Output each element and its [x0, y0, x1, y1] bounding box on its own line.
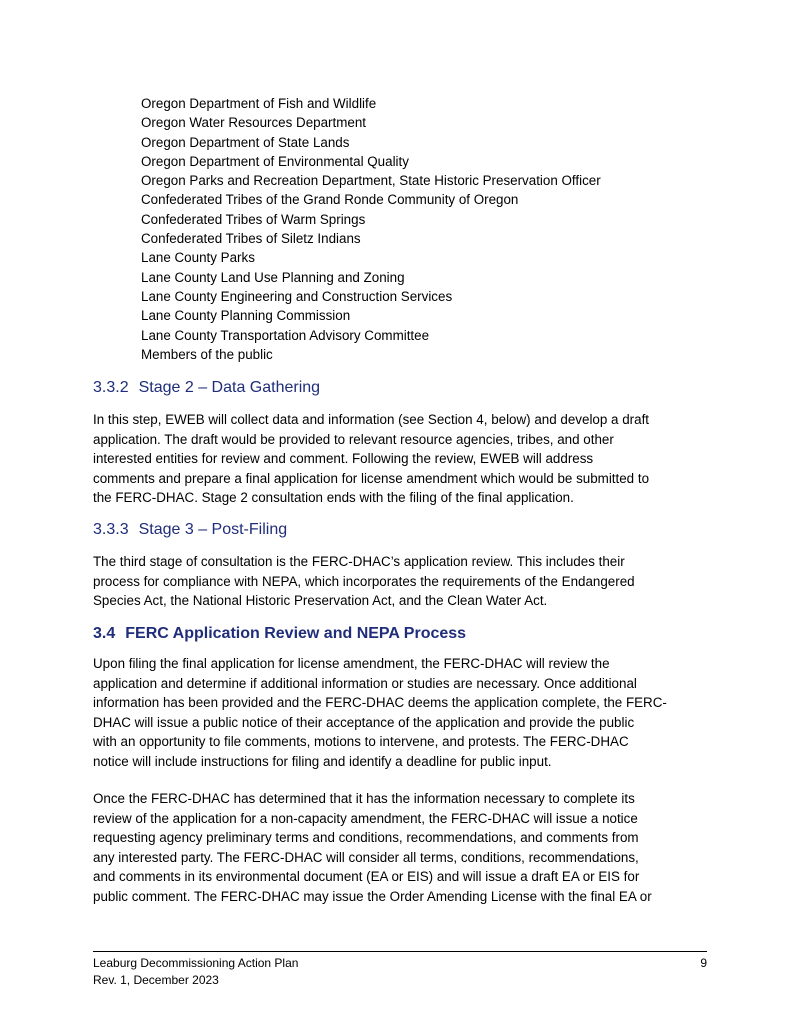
section-number: 3.4 [93, 625, 116, 642]
list-item: Confederated Tribes of Warm Springs [141, 211, 366, 227]
section-3-4-paragraph-2 [93, 789, 713, 906]
paragraph-line: interested entities for review and comment. Following the review, EWEB will address [93, 451, 594, 466]
paragraph-line: information has been provided and the FERC-DHAC deems the application complete, the FERC- [93, 695, 667, 710]
paragraph-line: and comments in its environmental document (EA or EIS) and will issue a draft EA or EIS for [93, 869, 640, 884]
list-item: Oregon Department of Environmental Quality [141, 153, 409, 169]
section-title: Stage 3 – Post-Filing [138, 521, 288, 538]
paragraph-line: public comment. The FERC-DHAC may issue the Order Amending License with the final EA or [93, 888, 652, 904]
paragraph-line: application. The draft would be provided to relevant resource agencies, tribes, and other [93, 431, 614, 447]
section-title: Stage 2 – Data Gathering [138, 379, 321, 396]
paragraph-line: review of the application for a non-capacity amendment, the FERC-DHAC will issue a notice [93, 810, 638, 826]
list-item: Members of the public [141, 346, 273, 362]
list-item: Confederated Tribes of Siletz Indians [141, 231, 361, 247]
footer-divider [93, 951, 707, 952]
section-number: 3.3.2 [93, 379, 129, 396]
paragraph-line: Once the FERC-DHAC has determined that it has the information necessary to complete its [93, 791, 635, 806]
section-number: 3.3.3 [93, 521, 129, 538]
section-heading-3-4 [93, 625, 466, 643]
list-item: Lane County Parks [141, 250, 255, 266]
paragraph-line: process for compliance with NEPA, which incorporates the requirements of the Endangered [93, 573, 635, 589]
section-title: FERC Application Review and NEPA Process [125, 625, 467, 642]
paragraph-line: Species Act, the National Historic Preservation Act, and the Clean Water Act. [93, 593, 548, 608]
section-heading-3-3-3 [93, 521, 287, 539]
list-item: Confederated Tribes of the Grand Ronde Community of Oregon [141, 192, 519, 208]
consulting-entities-list [141, 94, 601, 364]
paragraph-line: DHAC will issue a public notice of their acceptance of the application and provide the public [93, 714, 635, 730]
list-item: Oregon Department of State Lands [141, 134, 350, 150]
list-item: Lane County Transportation Advisory Committee [141, 327, 430, 343]
paragraph-line: comments and prepare a final application for license amendment which would be submitted to [93, 470, 650, 486]
paragraph-line: the FERC-DHAC. Stage 2 consultation ends with the filing of the final application. [93, 490, 574, 505]
paragraph-line: In this step, EWEB will collect data and information (see Section 4, below) and develop a draft [93, 412, 650, 427]
paragraph-line: notice will include instructions for filing and identify a deadline for public input. [93, 753, 552, 769]
paragraph-line: The third stage of consultation is the FERC-DHAC’s application review. This includes their [93, 554, 625, 569]
paragraph-line: requesting agency preliminary terms and conditions, recommendations, and comments from [93, 830, 639, 845]
list-item: Oregon Parks and Recreation Department, State Historic Preservation Officer [141, 173, 601, 189]
page-number: 9 [700, 956, 707, 970]
list-item: Oregon Department of Fish and Wildlife [141, 96, 377, 111]
list-item: Oregon Water Resources Department [141, 115, 367, 131]
section-heading-3-3-2 [93, 379, 320, 397]
footer-document-title: Leaburg Decommissioning Action Plan [93, 956, 299, 970]
paragraph-line: any interested party. The FERC-DHAC will consider all terms, conditions, recommendations, [93, 849, 639, 865]
paragraph-line: Upon filing the final application for license amendment, the FERC-DHAC will review the [93, 656, 610, 671]
paragraph-line: application and determine if additional information or studies are necessary. Once additional [93, 675, 637, 691]
list-item: Lane County Planning Commission [141, 308, 351, 324]
footer-revision: Rev. 1, December 2023 [93, 973, 219, 987]
list-item: Lane County Engineering and Construction Services [141, 288, 453, 304]
section-3-4-paragraph-1 [93, 654, 713, 771]
paragraph-line: with an opportunity to file comments, motions to intervene, and protests. The FERC-DHAC [93, 734, 629, 749]
list-item: Lane County Land Use Planning and Zoning [141, 269, 405, 285]
section-3-3-3-paragraph [93, 552, 713, 611]
section-3-3-2-paragraph [93, 410, 713, 508]
